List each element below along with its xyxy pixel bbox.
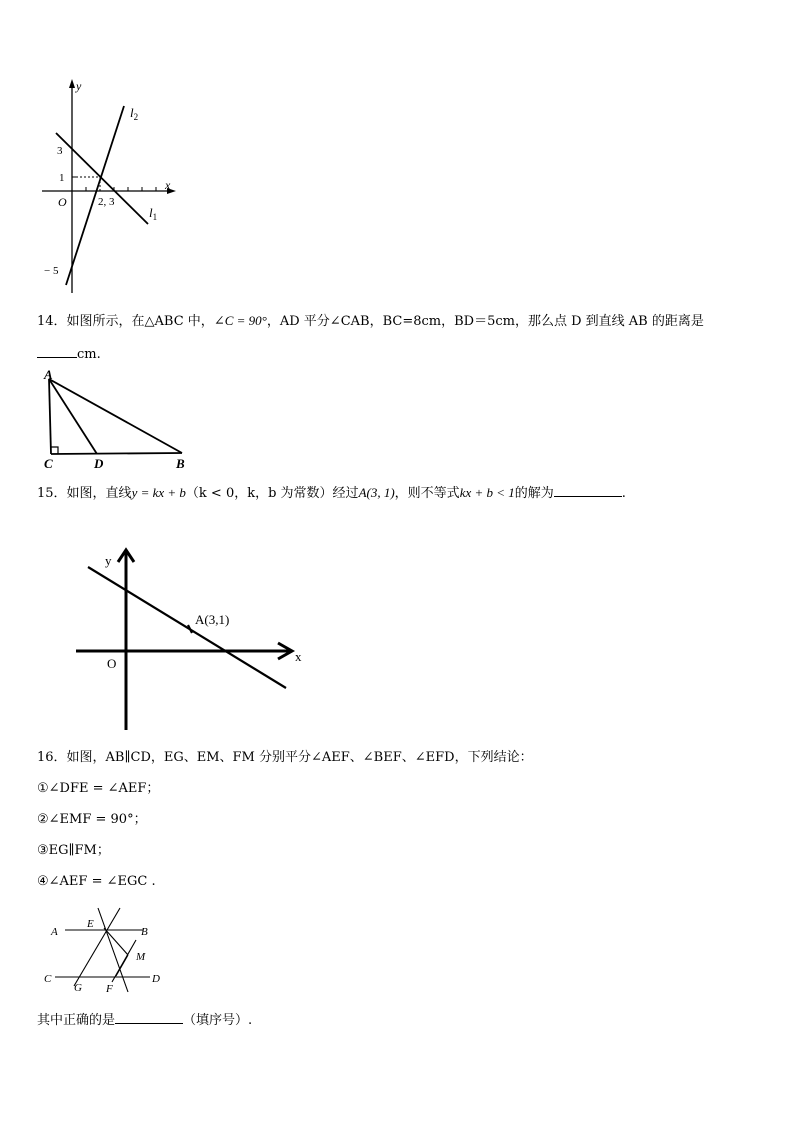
q16-option-4: ④∠AEF = ∠EGC . [37, 874, 156, 889]
ray-EM [104, 928, 128, 955]
vertex-C: C [44, 456, 53, 471]
q16-text: 如图，AB∥CD，EG、EM、FM 分别平分∠AEF、∠BEF、∠EFD，下列结论： [66, 750, 533, 765]
q14-angle: ∠C = 90° [213, 313, 267, 328]
q15-text-c: 的解为 [514, 486, 554, 501]
q15-answer-blank[interactable] [554, 484, 622, 497]
point-A-label: A(3,1) [195, 612, 230, 627]
line-l2 [66, 106, 124, 285]
q16-answer-blank[interactable] [115, 1011, 183, 1024]
q15-equation: y = kx + b [131, 485, 186, 500]
point-E: E [87, 918, 94, 930]
q16-option-3: ③EG∥FM； [37, 843, 110, 858]
tick-label-neg5: − 5 [44, 265, 59, 277]
point-M: M [136, 951, 146, 963]
point-G: G [74, 982, 82, 994]
y-axis-label: y [105, 553, 112, 568]
point-F: F [106, 983, 113, 995]
q14-answer-blank[interactable] [37, 345, 77, 358]
q14-line2 [37, 345, 101, 363]
line-l2-label: $l_2$ [130, 105, 139, 122]
point-D: D [152, 973, 160, 985]
q15-line1: 15．如图，直线y = kx + b（k < 0，k，b 为常数）经过A(3, 1)，则不等式kx + b < 1的解为 . [37, 485, 626, 501]
line-y-kx-b [88, 567, 286, 688]
y-axis-label: y [76, 79, 82, 93]
point-B: B [141, 926, 148, 938]
tick-label-3: 3 [57, 145, 63, 157]
q16-option-1: ①∠DFE = ∠AEF； [37, 781, 160, 796]
x-axis-label: x [295, 649, 302, 664]
vertex-D: D [94, 456, 104, 471]
vertex-A: A [44, 367, 53, 382]
line-FM-ext [112, 940, 136, 982]
side-CB [51, 453, 182, 454]
point-A: A [51, 926, 58, 938]
q14-line1 [37, 313, 704, 330]
origin-label: O [58, 195, 67, 209]
q16-number: 16． [37, 750, 67, 765]
q14-number: 14． [37, 314, 67, 329]
q15-paren: （k < 0，k，b 为常数）经过 [185, 486, 359, 501]
q15-number: 15． [37, 486, 67, 501]
q16-answer-line [37, 1011, 252, 1029]
q15-text-b: ，则不等式 [394, 486, 460, 501]
ray-EG [74, 908, 120, 986]
q16-line1 [37, 750, 533, 766]
right-angle-mark [51, 447, 58, 454]
q15-inequality: kx + b < 1 [459, 485, 515, 500]
q14-text-a: 如图所示，在△ABC 中， [66, 314, 214, 329]
q16-option-2: ②∠EMF = 90°； [37, 812, 147, 827]
q14-text-b: ，AD 平分∠CAB，BC=8cm，BD＝5cm，那么点 D 到直线 AB 的距离是 [266, 314, 704, 329]
q14-triangle-figure [40, 367, 200, 473]
x-axis-label: x [165, 178, 171, 192]
q15-text-a: 如图，直线 [66, 486, 132, 501]
side-AB [49, 379, 182, 453]
q16-answer-prefix: 其中正确的是 [37, 1013, 116, 1028]
side-AC [49, 379, 51, 454]
q16-figure [40, 900, 175, 1000]
y-axis-arrow [69, 79, 75, 88]
q13-figure [30, 75, 190, 300]
line-l1 [56, 133, 148, 224]
segment-AD [49, 379, 97, 454]
q14-unit: cm. [77, 347, 101, 362]
q15-figure [70, 540, 315, 735]
q15-point: A(3, 1) [358, 485, 395, 500]
line-l1-label: $l_1$ [149, 205, 158, 222]
point-C: C [44, 973, 52, 985]
vertex-B: B [176, 456, 185, 471]
q16-answer-suffix: （填序号）. [183, 1013, 253, 1028]
tick-label-1: 1 [59, 172, 65, 184]
origin-label: O [107, 656, 117, 671]
tick-label-x: 2, 3 [98, 196, 115, 208]
